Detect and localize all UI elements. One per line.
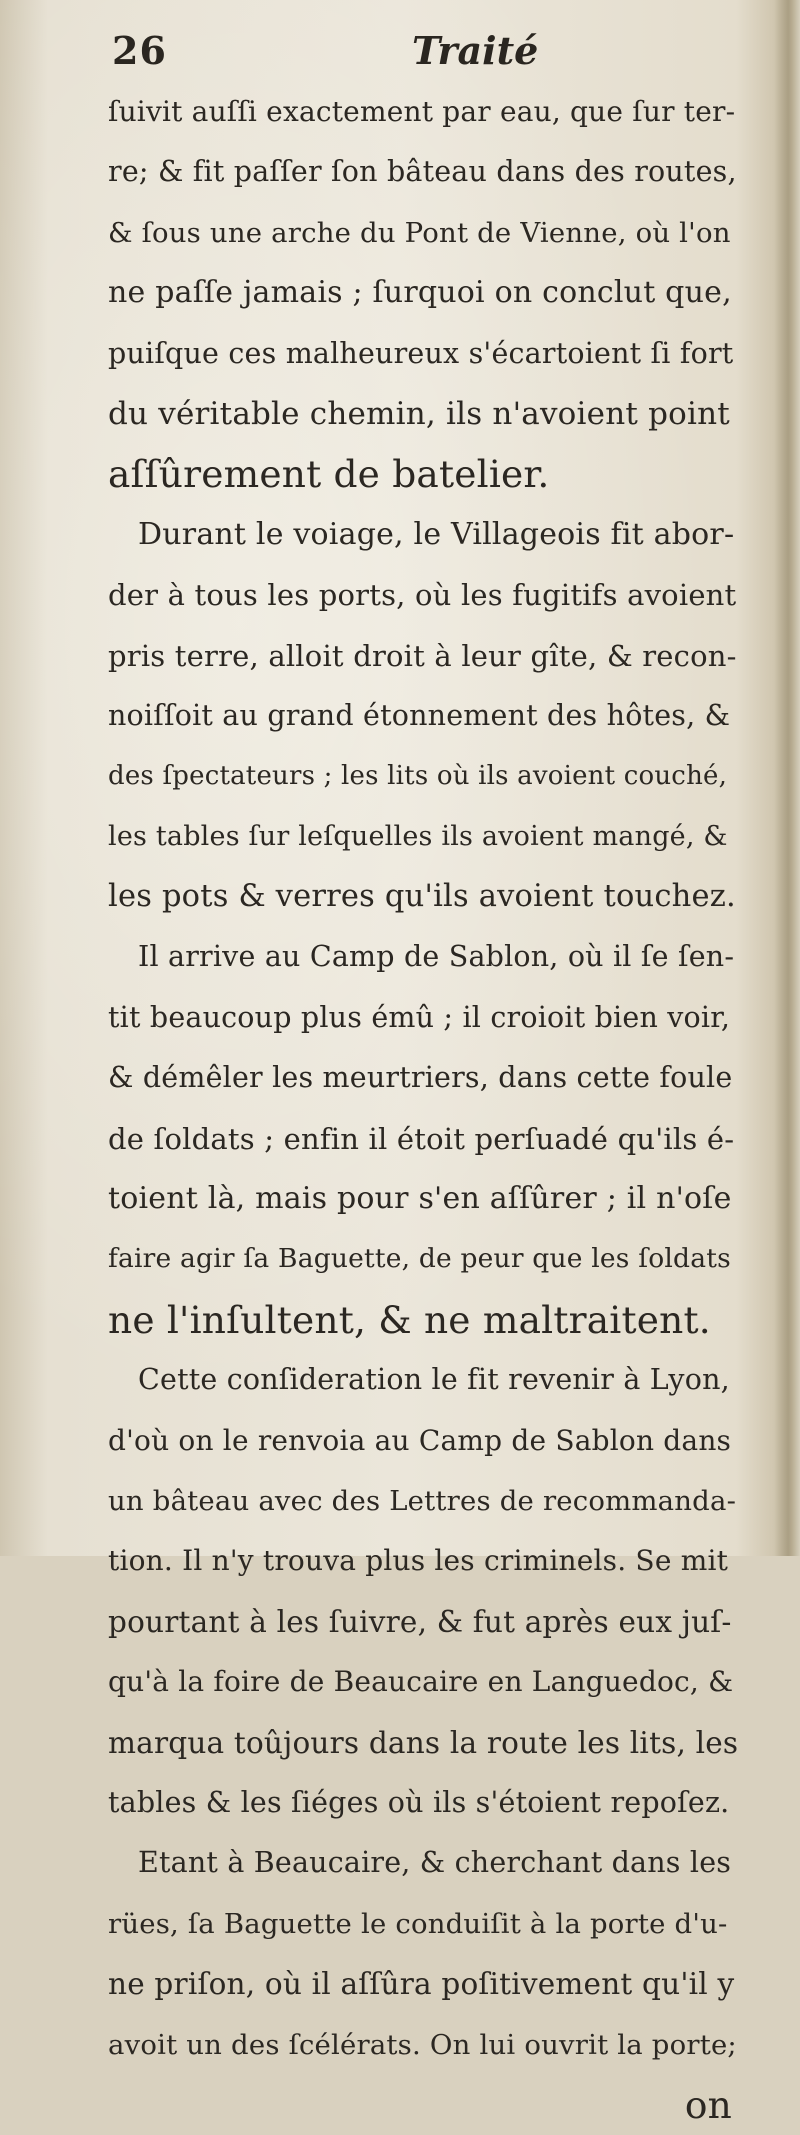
body-text: [108, 82, 738, 2135]
page-edge-shadow: [774, 0, 800, 1556]
text-line: un bâteau avec des Lettres de recommanda-: [108, 1484, 737, 1517]
page-number: 26: [112, 28, 167, 73]
text-line: ne priſon, où il aſſûra poſitivement qu'il y: [108, 1967, 735, 2002]
text-line: aſſûrement de batelier.: [108, 452, 550, 497]
text-line: toient là, mais pour s'en aſſûrer ; il n'oſe: [108, 1181, 732, 1217]
text-line: de ſoldats ; enfin il étoit perſuadé qu'ils é-: [108, 1121, 735, 1156]
text-line: tables & les ſiéges où ils s'étoient repoſez.: [108, 1785, 730, 1819]
catchword: on: [684, 2082, 732, 2127]
text-line: noiſſoit au grand étonnement des hôtes, &: [108, 698, 731, 732]
text-line: rües, ſa Baguette le conduiſit à la porte d'u-: [108, 1907, 728, 1940]
text-line: des ſpectateurs ; les lits où ils avoient couché,: [108, 761, 728, 792]
paragraph-start-line: Cette conſideration le fit revenir à Lyon,: [138, 1363, 730, 1397]
text-line: marqua toûjours dans la route les lits, les: [108, 1725, 739, 1760]
text-line: du véritable chemin, ils n'avoient point: [108, 395, 730, 432]
text-line: ne paſſe jamais ; ſurquoi on conclut que,: [108, 275, 732, 311]
paragraph-start-line: Etant à Beaucaire, & cherchant dans les: [138, 1846, 732, 1880]
text-line: ne l'inſultent, & ne maltraitent.: [108, 1297, 711, 1342]
text-line: ſuivit auſſi exactement par eau, que ſur ter-: [108, 95, 736, 128]
paragraph-start-line: Il arrive au Camp de Sablon, où il ſe ſen-: [138, 940, 735, 974]
text-line: pourtant à les ſuivre, & fut après eux juſ-: [108, 1604, 732, 1639]
text-line: der à tous les ports, où les fugitifs avoient: [108, 578, 737, 613]
text-line: les pots & verres qu'ils avoient touchez.: [108, 879, 736, 915]
text-line: tit beaucoup plus émû ; il croioit bien voir,: [108, 1000, 731, 1034]
text-line: avoit un des ſcélérats. On lui ouvrit la porte;: [108, 2028, 737, 2061]
text-line: qu'à la foire de Beaucaire en Languedoc, &: [108, 1665, 734, 1699]
running-head: Traité: [412, 28, 539, 73]
text-line: & ſous une arche du Pont de Vienne, où l'on: [108, 216, 731, 249]
text-line: puiſque ces malheureux s'écartoient ſi fort: [108, 336, 734, 370]
text-line: pris terre, alloit droit à leur gîte, & recon-: [108, 638, 737, 673]
text-line: tion. Il n'y trouva plus les criminels. Se mit: [108, 1544, 729, 1578]
paragraph-start-line: Durant le voiage, le Villageois fit abor-: [138, 516, 735, 552]
text-line: & démêler les meurtriers, dans cette foule: [108, 1061, 733, 1095]
text-line: d'où on le renvoia au Camp de Sablon dans: [108, 1423, 732, 1457]
text-line: faire agir ſa Baguette, de peur que les ſoldats: [108, 1243, 731, 1275]
text-line: les tables ſur leſquelles ils avoient mangé, &: [108, 820, 728, 852]
page-header: [112, 28, 722, 86]
text-line: re; & fit paſſer ſon bâteau dans des routes,: [108, 155, 737, 189]
